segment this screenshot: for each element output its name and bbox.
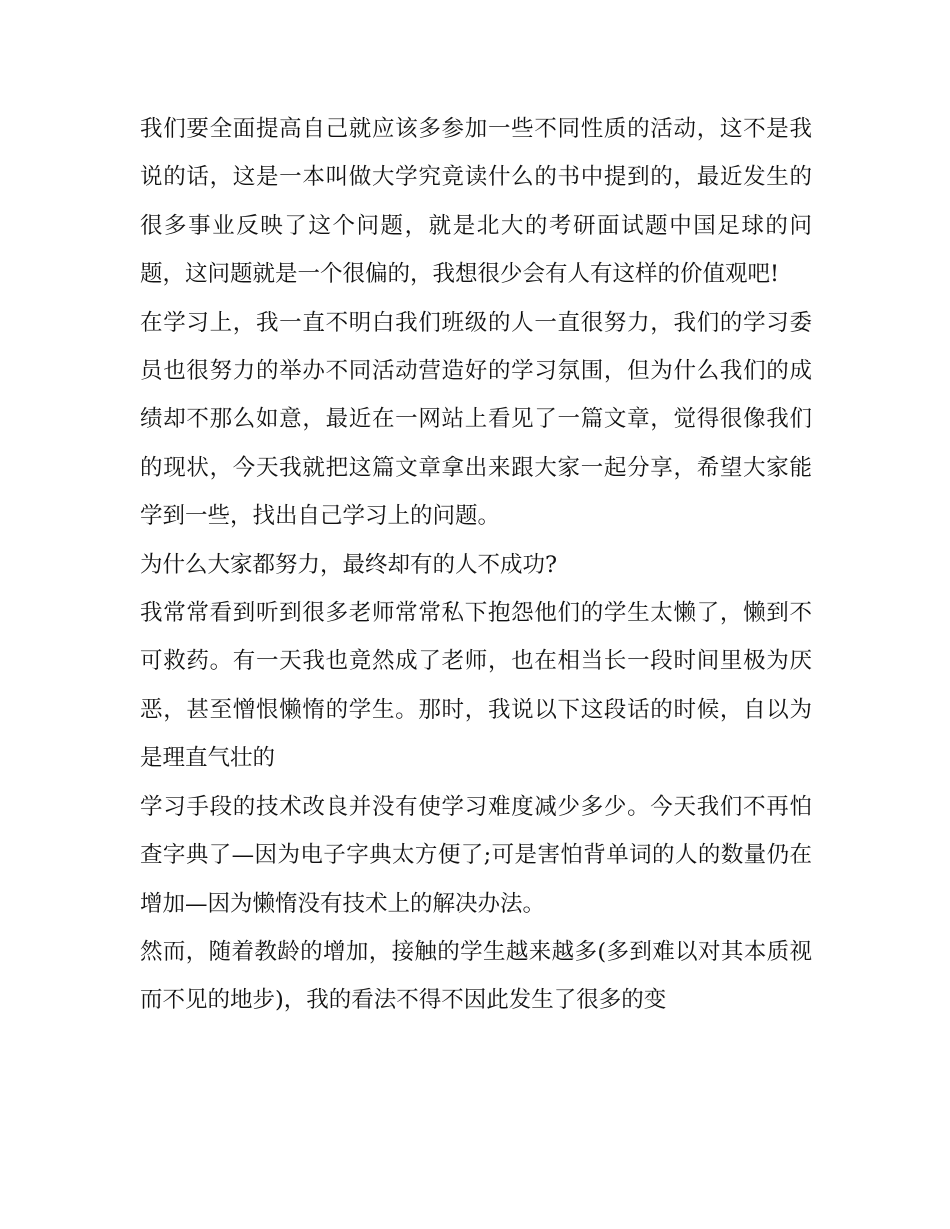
paragraph-activities: 我们要全面提高自己就应该多参加一些不同性质的活动，这不是我说的话，这是一本叫做大学究竟读什么的书中提到的，最近发生的很多事业反映了这个问题，就是北大的考研面试题中国足球的问题，这问题就是一个很偏的，我想很少会有人有这样的价值观吧!: [140, 116, 812, 288]
paragraph-teacher-complaint: 我常常看到听到很多老师常常私下抱怨他们的学生太懒了，懒到不可救药。有一天我也竟然成了老师，也在相当长一段时间里极为厌恶，甚至憎恨懒惰的学生。那时，我说以下这段话的时候，自以为是理直气壮的: [140, 600, 812, 772]
paragraph-technology: 学习手段的技术改良并没有使学习难度减少多少。今天我们不再怕查字典了—因为电子字典太方便了;可是害怕背单词的人的数量仍在增加—因为懒惰没有技术上的解决办法。: [140, 793, 812, 917]
paragraph-question: 为什么大家都努力，最终却有的人不成功?: [140, 551, 558, 578]
paragraph-change-of-view: 然而，随着教龄的增加，接触的学生越来越多(多到难以对其本质视而不见的地步)，我的看法不得不因此发生了很多的变: [140, 938, 812, 1014]
paragraph-study-class: 在学习上，我一直不明白我们班级的人一直很努力，我们的学习委员也很努力的举办不同活动营造好的学习氛围，但为什么我们的成绩却不那么如意，最近在一网站上看见了一篇文章，觉得很像我们的现状，今天我就把这篇文章拿出来跟大家一起分享，希望大家能学到一些，找出自己学习上的问题。: [140, 309, 812, 530]
document-body: [140, 105, 812, 1025]
